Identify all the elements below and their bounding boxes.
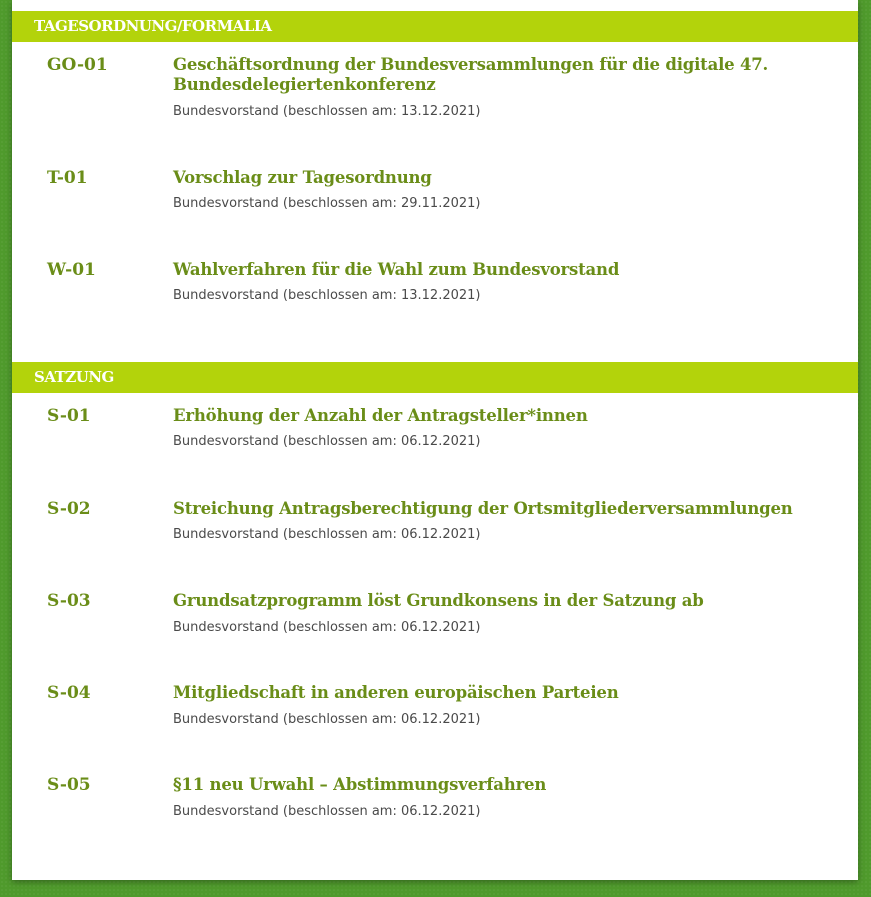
motion-code: W-01 bbox=[47, 260, 96, 280]
section-header-formalia: TAGESORDNUNG/FORMALIA bbox=[12, 11, 858, 42]
motion-meta: Bundesvorstand (beschlossen am: 13.12.2021) bbox=[173, 288, 481, 303]
motion-title-link[interactable]: Mitgliedschaft in anderen europäischen Parteien bbox=[173, 683, 619, 702]
motion-title-link[interactable]: Geschäftsordnung der Bundesversammlungen für die digitale 47. Bundesdelegiertenkonferenz bbox=[173, 55, 769, 94]
motion-meta: Bundesvorstand (beschlossen am: 13.12.2021) bbox=[173, 104, 481, 119]
motion-title-link[interactable]: Grundsatzprogramm löst Grundkonsens in der Satzung ab bbox=[173, 591, 704, 610]
motion-meta: Bundesvorstand (beschlossen am: 06.12.2021) bbox=[173, 434, 481, 449]
motion-code: GO-01 bbox=[47, 55, 108, 75]
motion-code: S-02 bbox=[47, 499, 91, 519]
motion-meta: Bundesvorstand (beschlossen am: 06.12.2021) bbox=[173, 712, 481, 727]
motion-meta: Bundesvorstand (beschlossen am: 29.11.2021) bbox=[173, 196, 481, 211]
motion-code: S-05 bbox=[47, 775, 91, 795]
motion-code: S-03 bbox=[47, 591, 91, 611]
motion-title-link[interactable]: §11 neu Urwahl – Abstimmungsverfahren bbox=[173, 775, 547, 794]
motion-title-link[interactable]: Vorschlag zur Tagesordnung bbox=[173, 168, 432, 187]
motion-meta: Bundesvorstand (beschlossen am: 06.12.2021) bbox=[173, 620, 481, 635]
motion-meta: Bundesvorstand (beschlossen am: 06.12.2021) bbox=[173, 527, 481, 542]
motion-code: S-01 bbox=[47, 406, 91, 426]
motion-title-link[interactable]: Streichung Antragsberechtigung der Ortsmitgliederversammlungen bbox=[173, 499, 793, 518]
motion-list-card bbox=[12, 0, 858, 880]
section-header-satzung: SATZUNG bbox=[12, 362, 858, 393]
motion-code: S-04 bbox=[47, 683, 91, 703]
motion-title-link[interactable]: Erhöhung der Anzahl der Antragsteller*innen bbox=[173, 406, 588, 425]
motion-title-link[interactable]: Wahlverfahren für die Wahl zum Bundesvorstand bbox=[173, 260, 620, 279]
motion-code: T-01 bbox=[47, 168, 88, 188]
motion-meta: Bundesvorstand (beschlossen am: 06.12.2021) bbox=[173, 804, 481, 819]
